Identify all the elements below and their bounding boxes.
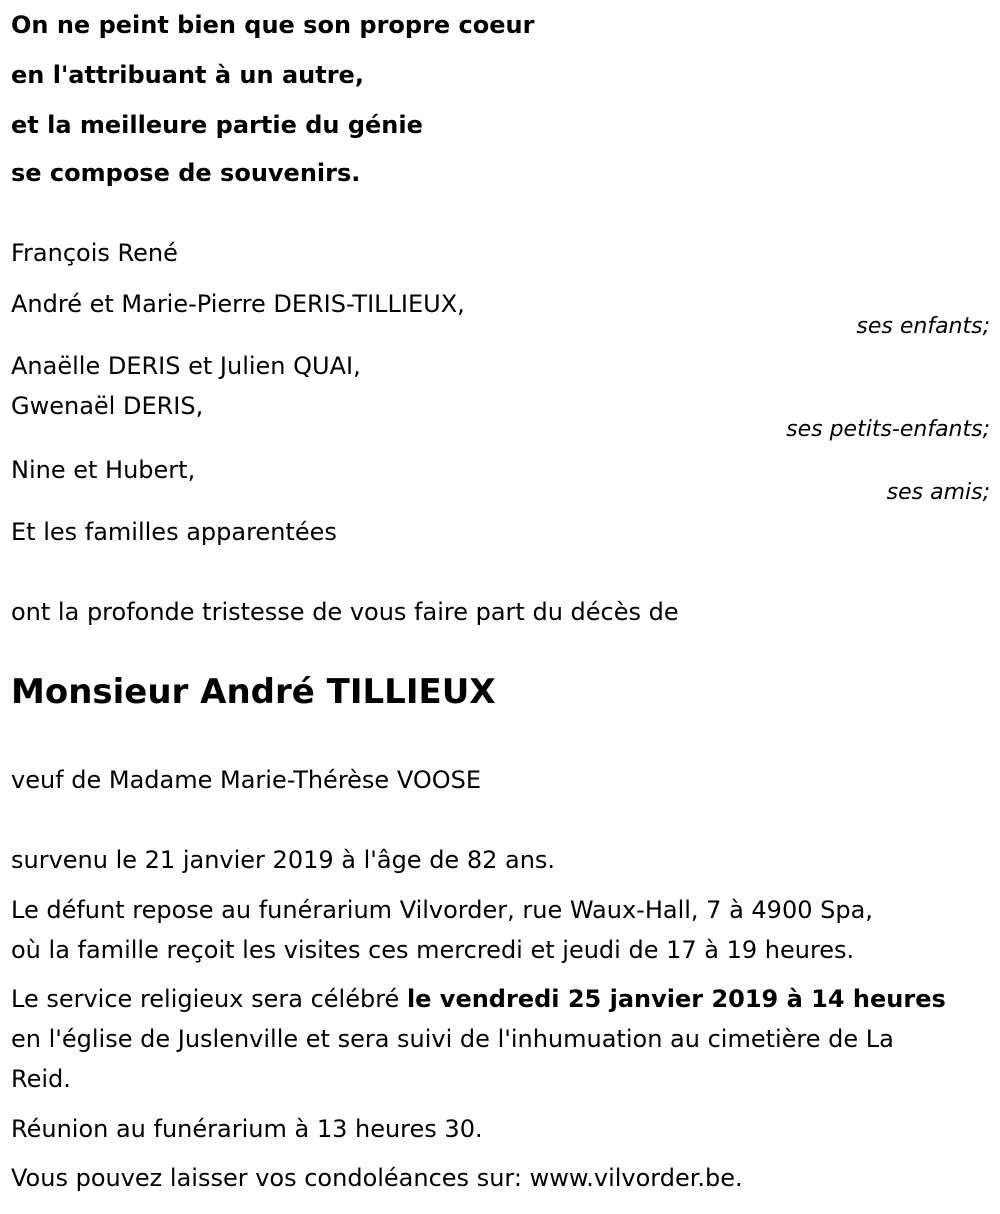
service-line-1 (11, 984, 946, 1014)
repose-line-1: Le défunt repose au funérarium Vilvorder, rue Waux-Hall, 7 à 4900 Spa, (11, 896, 873, 924)
family-relatives: Et les familles apparentées (11, 518, 337, 546)
family-child-1: François René (11, 239, 178, 267)
service-line-2: en l'église de Juslenville et sera suivi de l'inhumuation au cimetière de La (11, 1025, 894, 1053)
grandchildren-role-label: ses petits-enfants; (786, 417, 990, 442)
condolences-info: Vous pouvez laisser vos condoléances sur: www.vilvorder.be. (11, 1164, 743, 1192)
service-prefix: Le service religieux sera célébré (11, 985, 407, 1013)
quote-line-3: et la meilleure partie du génie (11, 111, 423, 139)
death-info: survenu le 21 janvier 2019 à l'âge de 82 ans. (11, 846, 556, 874)
announcement-text: ont la profonde tristesse de vous faire part du décès de (11, 598, 679, 626)
quote-line-2: en l'attribuant à un autre, (11, 61, 364, 89)
friends-role-label: ses amis; (886, 480, 990, 505)
family-grandchild-2: Gwenaël DERIS, (11, 392, 204, 420)
family-grandchild-1: Anaëlle DERIS et Julien QUAI, (11, 352, 361, 380)
quote-line-1: On ne peint bien que son propre coeur (11, 11, 535, 39)
children-role-label: ses enfants; (856, 314, 990, 339)
quote-line-4: se compose de souvenirs. (11, 159, 361, 187)
deceased-name: Monsieur André TILLIEUX (11, 672, 496, 712)
meeting-info: Réunion au funérarium à 13 heures 30. (11, 1115, 483, 1143)
repose-line-2: où la famille reçoit les visites ces mercredi et jeudi de 17 à 19 heures. (11, 936, 855, 964)
service-line-3: Reid. (11, 1065, 71, 1093)
widower-text: veuf de Madame Marie-Thérèse VOOSE (11, 766, 482, 794)
family-friends: Nine et Hubert, (11, 456, 196, 484)
family-child-2: André et Marie-Pierre DERIS-TILLIEUX, (11, 290, 465, 318)
service-date-time: le vendredi 25 janvier 2019 à 14 heures (406, 985, 946, 1013)
